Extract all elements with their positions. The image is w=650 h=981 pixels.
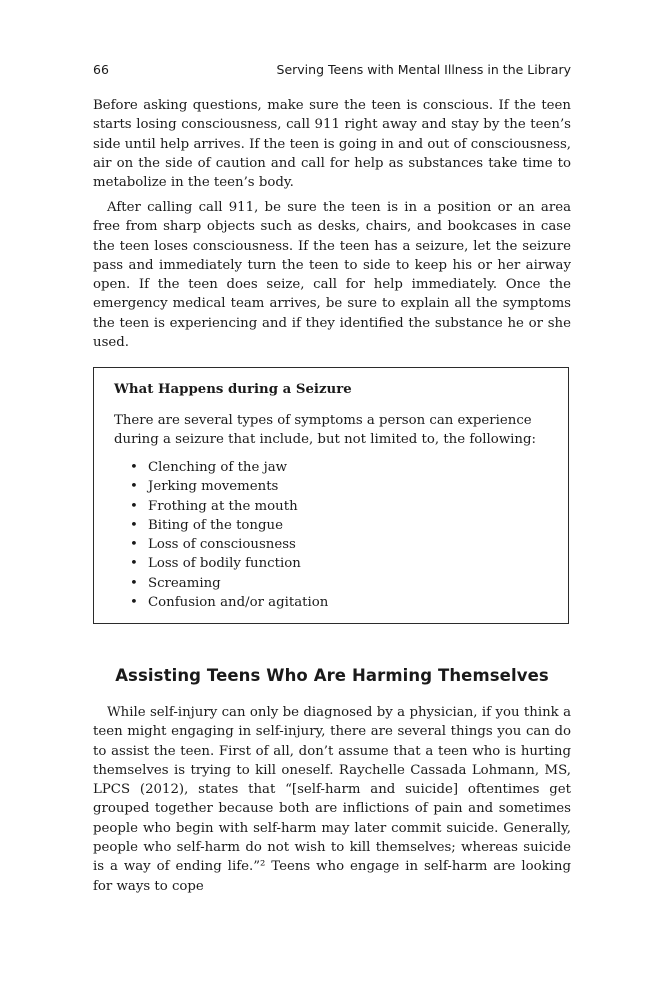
list-item-text: Biting of the tongue	[148, 517, 283, 533]
section-heading: Assisting Teens Who Are Harming Themselves	[115, 666, 549, 685]
running-header	[93, 62, 571, 82]
list-item-text: Loss of bodily function	[148, 556, 301, 572]
sidebar-box	[93, 367, 569, 624]
running-title: Serving Teens with Mental Illness in the Library	[276, 62, 571, 77]
bullet-icon: •	[130, 460, 138, 475]
page-number: 66	[93, 62, 109, 77]
body-paragraph-1: Before asking questions, make sure the teen is conscious. If the teen starts losing consciousness, call 911 right away and stay by the teen’s side until help arrives. If the teen is going in and out of consciousness, air on the side of caution and call for help as substances take time to metabolize in the teen’s body.	[93, 98, 571, 191]
bullet-icon: •	[130, 479, 138, 495]
bullet-icon: •	[130, 575, 138, 591]
list-item-text: Clenching of the jaw	[148, 460, 288, 475]
body-paragraph-3: While self-injury can only be diagnosed by a physician, if you think a teen might engaging in self-injury, there are several things you can do to assist the teen. First of all, don’t assume that a teen who is hurting themselves is trying to kill oneself. Raychelle Cassada Lohmann, MS, LPCS (2012), states that “[self-harm and suicide] oftentimes get grouped together because both are inflictions of pain and sometimes people who begin with self-harm may later commit suicide. Generally, people who self-harm do not wish to kill themselves; whereas suicide is a way of ending life.”² Teens who engage in self-harm are looking for ways to cope	[93, 705, 571, 894]
list-item	[114, 516, 328, 535]
list-item-text: Frothing at the mouth	[148, 498, 298, 514]
list-item-text: Jerking movements	[148, 479, 279, 495]
bullet-icon: •	[130, 498, 138, 514]
list-item-text: Loss of consciousness	[148, 537, 296, 553]
bullet-icon: •	[130, 517, 138, 533]
bullet-icon: •	[130, 595, 138, 611]
list-item	[114, 574, 328, 593]
bullet-icon: •	[130, 537, 138, 553]
sidebar-box-title: What Happens during a Seizure	[114, 382, 352, 397]
list-item	[114, 593, 328, 612]
body-paragraph-2: After calling call 911, be sure the teen is in a position or an area free from sharp objects such as desks, chairs, and bookcases in case the teen loses consciousness. If the teen has a seizure, let the seizure pass and immediately turn the teen to side to keep his or her airway open. If the teen does seize, call for help immediately. Once the emergency medical team arrives, be sure to explain all the symptoms the teen is experiencing and if they identified the substance he or she used.	[93, 200, 571, 351]
list-item-text: Confusion and/or agitation	[148, 595, 329, 611]
list-item	[114, 477, 328, 496]
list-item	[114, 554, 328, 573]
list-item	[114, 458, 328, 477]
sidebar-box-intro: There are several types of symptoms a person can experience during a seizure that include, but not limited to, the following:	[114, 413, 536, 448]
list-item-text: Screaming	[148, 575, 221, 591]
bullet-icon: •	[130, 556, 138, 572]
list-item	[114, 535, 328, 554]
symptom-list	[114, 458, 328, 612]
list-item	[114, 497, 328, 516]
